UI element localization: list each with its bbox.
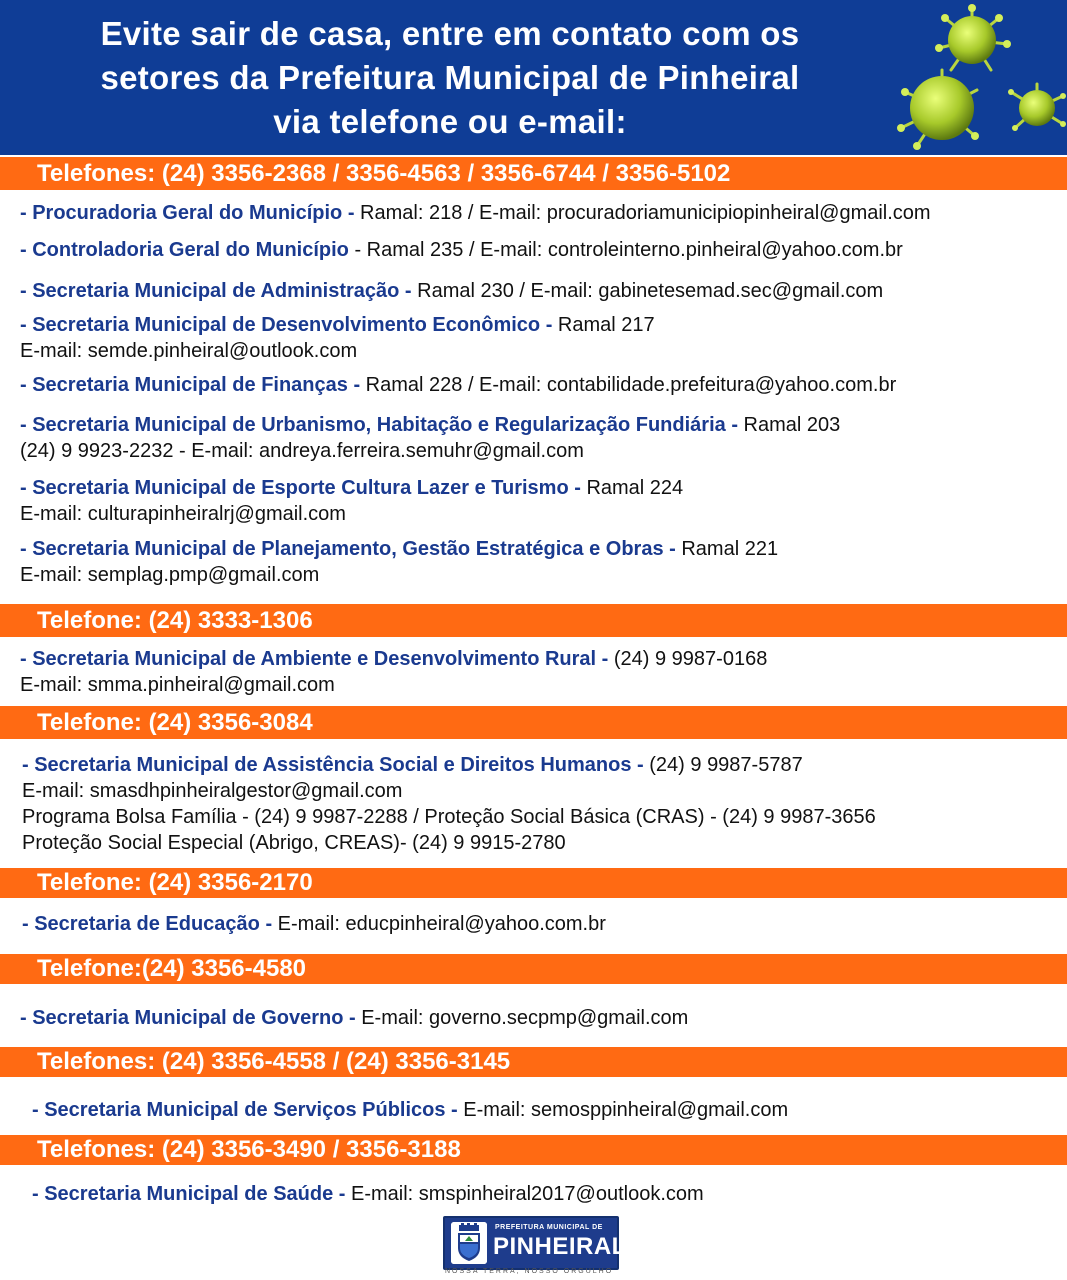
department-entry (20, 372, 896, 398)
department-contact: Ramal 228 / E-mail: contabilidade.prefeitura@yahoo.com.br (360, 374, 897, 396)
department-name: - Procuradoria Geral do Município - (20, 202, 355, 224)
coronavirus-icon (887, 0, 1067, 155)
department-name: - Secretaria Municipal de Desenvolvimento Econômico - (20, 314, 553, 336)
department-entry (20, 200, 931, 226)
department-entry (20, 646, 767, 698)
department-name: - Secretaria Municipal de Administração - (20, 280, 412, 302)
header-title-line: via telefone ou e-mail: (273, 103, 627, 140)
department-name: - Secretaria Municipal de Assistência Social e Direitos Humanos - (22, 754, 644, 776)
department-entry (20, 536, 778, 588)
department-detail: Programa Bolsa Família - (24) 9 9987-2288 / Proteção Social Básica (CRAS) - (24) 9 9987-3656 (22, 806, 876, 828)
header-banner (0, 0, 1067, 155)
department-detail: E-mail: culturapinheiralrj@gmail.com (20, 503, 346, 525)
phone-band: Telefone: (24) 3333-1306 (0, 604, 1067, 637)
department-name: - Secretaria Municipal de Urbanismo, Habitação e Regularização Fundiária - (20, 414, 738, 436)
phone-band: Telefone: (24) 3356-3084 (0, 706, 1067, 739)
phone-band: Telefones: (24) 3356-2368 / 3356-4563 / 3356-6744 / 3356-5102 (0, 157, 1067, 190)
coat-of-arms-icon (451, 1222, 487, 1264)
department-detail: E-mail: smasdhpinheiralgestor@gmail.com (22, 780, 403, 802)
department-contact: Ramal 224 (580, 477, 684, 499)
logo-motto: NOSSA TERRA, NOSSO ORGULHO (445, 1268, 614, 1275)
department-entry (22, 752, 876, 856)
department-contact: - Ramal 235 / E-mail: controleinterno.pinheiral@yahoo.com.br (348, 239, 903, 261)
department-entry (32, 1097, 788, 1123)
department-entry (20, 475, 683, 527)
logo-box (443, 1216, 627, 1270)
department-entry (20, 237, 903, 263)
department-name: - Secretaria Municipal de Governo - (20, 1007, 356, 1029)
department-name: - Secretaria Municipal de Saúde - (32, 1183, 346, 1205)
department-detail: E-mail: semde.pinheiral@outlook.com (20, 340, 358, 362)
department-entry (20, 1005, 688, 1031)
department-contact: Ramal 217 (552, 314, 655, 336)
department-entry (32, 1181, 704, 1207)
phone-band: Telefone: (24) 3356-2170 (0, 868, 1067, 898)
logo-title: PINHEIRAL (493, 1233, 627, 1260)
header-title-line: setores da Prefeitura Municipal de Pinheiral (100, 59, 800, 96)
department-detail: (24) 9 9923-2232 - E-mail: andreya.ferreira.semuhr@gmail.com (20, 440, 584, 462)
department-contact: E-mail: governo.secpmp@gmail.com (355, 1007, 689, 1029)
department-contact: (24) 9 9987-5787 (643, 754, 803, 776)
header-title-line: Evite sair de casa, entre em contato com os (100, 15, 800, 52)
department-detail: Proteção Social Especial (Abrigo, CREAS)- (24) 9 9915-2780 (22, 832, 566, 854)
phone-band: Telefones: (24) 3356-3490 / 3356-3188 (0, 1135, 1067, 1165)
department-contact: Ramal 203 (737, 414, 841, 436)
department-entry (20, 312, 655, 364)
department-entry (20, 412, 840, 464)
department-name: - Secretaria de Educação - (22, 913, 273, 935)
department-contact: Ramal: 218 / E-mail: procuradoriamunicipiopinheiral@gmail.com (354, 202, 931, 224)
department-contact: E-mail: smspinheiral2017@outlook.com (345, 1183, 704, 1205)
department-entry (20, 278, 883, 304)
department-detail: E-mail: semplag.pmp@gmail.com (20, 564, 320, 586)
department-name: - Controladoria Geral do Município (20, 239, 349, 261)
phone-band: Telefone:(24) 3356-4580 (0, 954, 1067, 984)
department-contact: E-mail: educpinheiral@yahoo.com.br (272, 913, 606, 935)
phone-band: Telefones: (24) 3356-4558 / (24) 3356-3145 (0, 1047, 1067, 1077)
department-entry (22, 911, 606, 937)
department-contact: E-mail: semosppinheiral@gmail.com (457, 1099, 789, 1121)
municipality-logo (443, 1216, 627, 1276)
department-name: - Secretaria Municipal de Serviços Públicos - (32, 1099, 458, 1121)
header-title (10, 12, 890, 144)
department-detail: E-mail: smma.pinheiral@gmail.com (20, 674, 335, 696)
logo-subtitle: PREFEITURA MUNICIPAL DE (495, 1224, 603, 1231)
department-contact: Ramal 230 / E-mail: gabinetesemad.sec@gmail.com (411, 280, 884, 302)
department-contact: (24) 9 9987-0168 (608, 648, 768, 670)
department-name: - Secretaria Municipal de Planejamento, Gestão Estratégica e Obras - (20, 538, 676, 560)
department-name: - Secretaria Municipal de Esporte Cultura Lazer e Turismo - (20, 477, 581, 499)
department-name: - Secretaria Municipal de Finanças - (20, 374, 361, 396)
department-contact: Ramal 221 (675, 538, 779, 560)
department-name: - Secretaria Municipal de Ambiente e Desenvolvimento Rural - (20, 648, 609, 670)
